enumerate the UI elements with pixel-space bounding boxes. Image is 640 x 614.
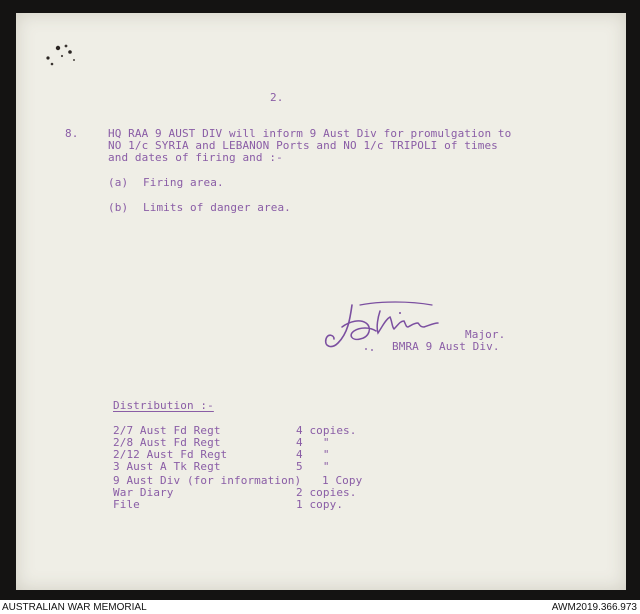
distribution-copies: 4 " bbox=[296, 448, 330, 461]
distribution-copies: 1 copy. bbox=[296, 498, 344, 511]
item-b-marker: (b) bbox=[108, 201, 129, 214]
distribution-copies: 5 " bbox=[296, 460, 330, 473]
distribution-recipient: File bbox=[113, 498, 140, 511]
distribution-copies: 2 copies. bbox=[296, 486, 357, 499]
distribution-recipient: 3 Aust A Tk Regt bbox=[113, 460, 221, 473]
footer-accession-number: AWM2019.366.973 bbox=[551, 602, 637, 613]
page-number: 2. bbox=[270, 91, 284, 104]
signatory-appointment: BMRA 9 Aust Div. bbox=[392, 340, 500, 353]
paragraph-line-1: HQ RAA 9 AUST DIV will inform 9 Aust Div for promulgation to bbox=[108, 127, 512, 140]
paragraph-line-3: and dates of firing and :- bbox=[108, 151, 283, 164]
distribution-copies: 4 copies. bbox=[296, 424, 357, 437]
distribution-recipient: War Diary bbox=[113, 486, 174, 499]
paragraph-number: 8. bbox=[65, 127, 79, 140]
paragraph-line-2: NO 1/c SYRIA and LEBANON Ports and NO 1/c TRIPOLI of times bbox=[108, 139, 498, 152]
distribution-copies: 4 " bbox=[296, 436, 330, 449]
distribution-recipient: 2/12 Aust Fd Regt bbox=[113, 448, 228, 461]
distribution-heading: Distribution :- bbox=[113, 399, 214, 412]
distribution-recipient: 2/8 Aust Fd Regt bbox=[113, 436, 221, 449]
distribution-recipient: 9 Aust Div (for information) bbox=[113, 474, 302, 487]
ink-spots bbox=[40, 38, 90, 78]
distribution-copies: 1 Copy bbox=[322, 474, 363, 487]
item-b-text: Limits of danger area. bbox=[143, 201, 291, 214]
distribution-recipient: 2/7 Aust Fd Regt bbox=[113, 424, 221, 437]
signatory-rank: Major. bbox=[465, 328, 506, 341]
item-a-marker: (a) bbox=[108, 176, 129, 189]
footer-source-label: AUSTRALIAN WAR MEMORIAL bbox=[2, 602, 147, 613]
item-a-text: Firing area. bbox=[143, 176, 224, 189]
